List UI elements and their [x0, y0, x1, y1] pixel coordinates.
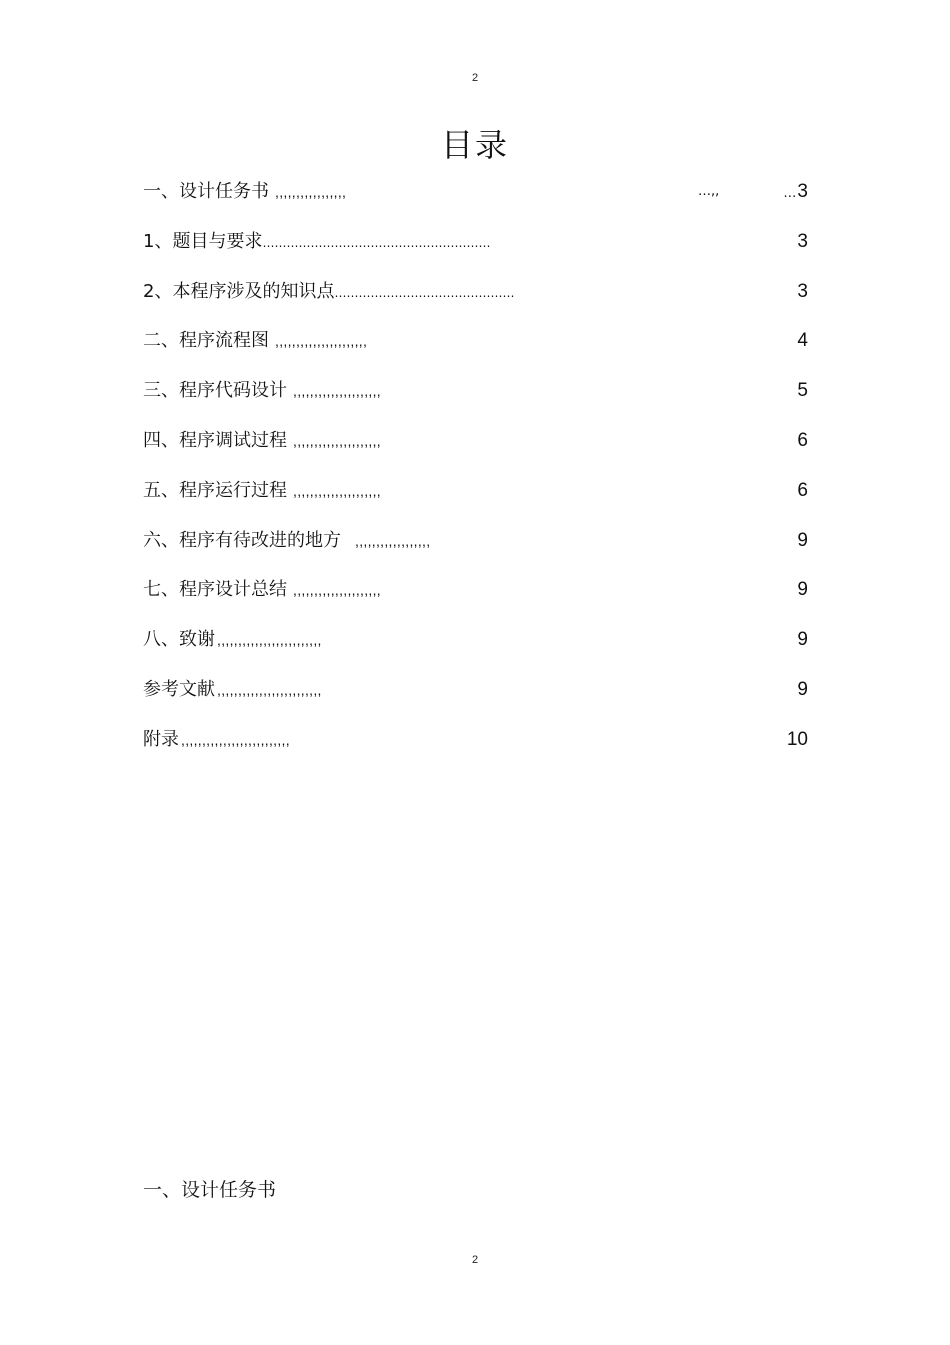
toc-entry-page: 10 — [786, 728, 808, 750]
toc-entry-leader: ,,,,,,,,,,,,,,,,, — [275, 184, 347, 200]
toc-entry-label: 八、致谢 — [143, 629, 215, 651]
toc-entry-page: 6 — [797, 479, 808, 501]
toc-entry-label: 参考文献 — [143, 678, 215, 700]
toc-entry-page: 9 — [797, 529, 808, 551]
toc-entry-leader: ,,,,,,,,,,,,,,,,,,,,, — [293, 582, 381, 599]
toc-entry[interactable] — [143, 276, 808, 326]
toc-entry[interactable] — [143, 425, 808, 475]
toc-entry-page: 3 — [797, 181, 808, 202]
toc-entry-leader: ,,,,,,,,,,,,,,,,,,,,, — [293, 383, 381, 400]
toc-entry-leader: ,,,,,,,,,,,,,,,,,,,,,,,,,, — [181, 731, 290, 748]
toc-entry-page: 6 — [797, 429, 808, 451]
toc-entry[interactable] — [143, 724, 808, 774]
toc-entry[interactable] — [143, 226, 808, 276]
toc-entry-page: 9 — [797, 678, 808, 700]
toc-entry-label: 五、程序运行过程 — [143, 479, 287, 501]
toc-entry[interactable] — [143, 325, 808, 375]
toc-entry-leader: ,,,,,,,,,,,,,,,,,,,,,,,,, — [217, 632, 322, 649]
toc-entry-mid-leader: …,, — [698, 184, 720, 199]
toc-entry[interactable] — [143, 475, 808, 525]
toc-entry-label: 二、程序流程图 — [143, 330, 269, 352]
toc-entry-leader: ,,,,,,,,,,,,,,,,,,,,,,,,, — [217, 681, 322, 698]
toc-entry-leader: ,,,,,,,,,,,,,,,,,, — [355, 532, 431, 549]
toc-entry-label: 四、程序调试过程 — [143, 429, 287, 451]
toc-entry-leader: ,,,,,,,,,,,,,,,,,,,,, — [293, 482, 381, 499]
toc-entry-label: 六、程序有待改进的地方 — [143, 529, 341, 551]
toc-entry-page: 3 — [797, 280, 808, 302]
toc-entry-page-prefix: … — [783, 186, 797, 201]
toc-entry-leader: ………………………………………………… — [262, 235, 491, 250]
toc-title: 目录 — [440, 126, 509, 164]
toc-entry-leader: ,,,,,,,,,,,,,,,,,,,,, — [293, 432, 381, 449]
table-of-contents — [143, 176, 808, 774]
toc-entry-label: 附录 — [143, 728, 179, 750]
toc-entry[interactable] — [143, 674, 808, 724]
toc-entry-page: 4 — [797, 330, 808, 352]
toc-entry[interactable] — [143, 574, 808, 624]
toc-entry[interactable] — [143, 525, 808, 575]
toc-entry[interactable] — [143, 375, 808, 425]
toc-entry[interactable] — [143, 624, 808, 674]
toc-entry-page: 9 — [797, 629, 808, 651]
toc-entry-label: 1、题目与要求 — [143, 230, 263, 252]
toc-entry-page: 5 — [797, 380, 808, 402]
toc-entry-page: 9 — [797, 579, 808, 601]
page-number-bottom: 2 — [471, 1254, 479, 1266]
section-heading: 一、设计任务书 — [143, 1179, 277, 1201]
page-number-top: 2 — [471, 72, 479, 84]
toc-entry-label: 2、本程序涉及的知识点 — [143, 280, 335, 302]
toc-entry-leader: ,,,,,,,,,,,,,,,,,,,,,, — [275, 333, 368, 350]
toc-entry[interactable] — [143, 176, 808, 226]
toc-entry-leader: ……………………………………… — [334, 285, 515, 300]
toc-entry-label: 一、设计任务书 — [143, 181, 269, 202]
toc-entry-label: 七、程序设计总结 — [143, 579, 287, 601]
toc-entry-label: 三、程序代码设计 — [143, 380, 287, 402]
toc-entry-page: 3 — [797, 230, 808, 252]
